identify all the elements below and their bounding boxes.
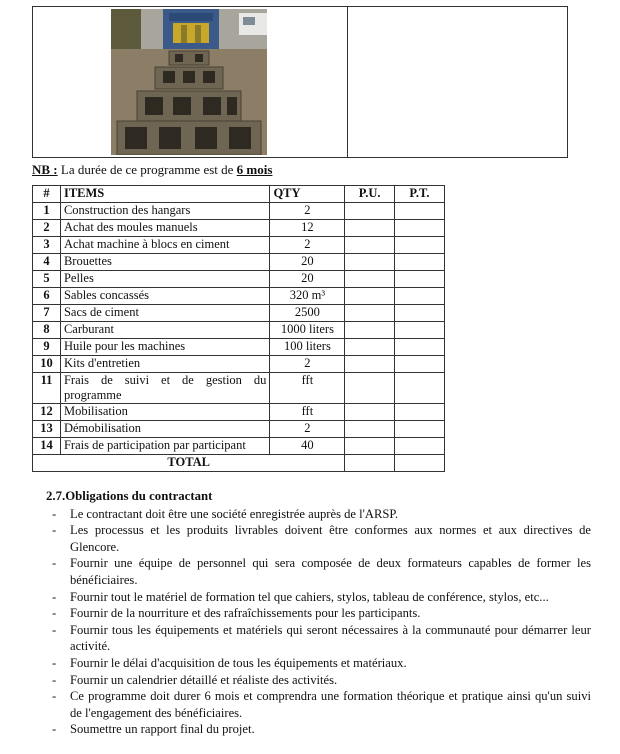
row-pu [345, 254, 394, 271]
row-qty: 320 m³ [270, 288, 345, 305]
row-pu [345, 421, 394, 438]
row-qty: 20 [270, 271, 345, 288]
row-item: Kits d'entretien [60, 356, 269, 373]
row-item: Achat machine à blocs en ciment [60, 237, 269, 254]
list-item: - Fournir le délai d'acquisition de tous les équipements et matériaux. [46, 655, 591, 672]
table-row [33, 356, 445, 373]
row-pu [345, 322, 394, 339]
header-pu: P.U. [345, 186, 394, 203]
header-items: ITEMS [60, 186, 269, 203]
row-pu [345, 404, 394, 421]
photo-table [32, 6, 568, 158]
row-pu [345, 237, 394, 254]
row-num: 2 [33, 220, 61, 237]
table-row [33, 438, 445, 455]
table-header-row [33, 186, 445, 203]
list-item: - Fournir de la nourriture et des rafraîchissements pour les participants. [46, 605, 591, 622]
table-row [33, 254, 445, 271]
row-pt [394, 322, 444, 339]
row-pu [345, 288, 394, 305]
table-row [33, 373, 445, 404]
row-pt [394, 203, 444, 220]
row-num: 7 [33, 305, 61, 322]
row-item: Démobilisation [60, 421, 269, 438]
row-num: 5 [33, 271, 61, 288]
table-row [33, 322, 445, 339]
row-item: Achat des moules manuels [60, 220, 269, 237]
list-item: - Fournir tout le matériel de formation tel que cahiers, stylos, tableau de conférence, stylos, etc... [46, 589, 591, 606]
table-row [33, 220, 445, 237]
row-pt [394, 220, 444, 237]
obligations-list [46, 506, 591, 738]
list-item: - Les processus et les produits livrables doivent être conformes aux normes et aux directives de Glencore. [46, 522, 591, 555]
row-num: 3 [33, 237, 61, 254]
section-heading: 2.7.Obligations du contractant [46, 489, 213, 503]
table-row [33, 203, 445, 220]
row-item: Sables concassés [60, 288, 269, 305]
list-item: - Fournir tous les équipements et matériels qui seront nécessaires à la communauté pour démarrer leur activité. [46, 622, 591, 655]
row-item: Construction des hangars [60, 203, 269, 220]
row-pt [394, 438, 444, 455]
header-pt: P.T. [394, 186, 444, 203]
row-qty: 100 liters [270, 339, 345, 356]
row-num: 8 [33, 322, 61, 339]
list-item: - Ce programme doit durer 6 mois et comprendra une formation théorique et pratique ainsi qu'un suivi de l'engagement des bénéficiaires. [46, 688, 591, 721]
nb-duration: 6 mois [236, 162, 273, 177]
row-pu [345, 271, 394, 288]
row-pu [345, 305, 394, 322]
total-row [33, 455, 445, 472]
row-num: 13 [33, 421, 61, 438]
row-pt [394, 237, 444, 254]
header-num: # [33, 186, 61, 203]
table-row [33, 271, 445, 288]
row-pu [345, 373, 394, 404]
row-item: Brouettes [60, 254, 269, 271]
row-pt [394, 404, 444, 421]
row-num: 11 [33, 373, 61, 404]
row-item: Carburant [60, 322, 269, 339]
photo-table-divider [347, 7, 348, 157]
row-item: Sacs de ciment [60, 305, 269, 322]
row-pt [394, 373, 444, 404]
row-item: Pelles [60, 271, 269, 288]
total-pt [394, 455, 444, 472]
list-item: - Le contractant doit être une société enregistrée auprès de l'ARSP. [46, 506, 591, 523]
table-row [33, 305, 445, 322]
obligations-section [46, 488, 591, 738]
row-item: Huile pour les machines [60, 339, 269, 356]
duration-note [32, 162, 272, 178]
row-pt [394, 356, 444, 373]
total-pu [345, 455, 394, 472]
row-qty: 20 [270, 254, 345, 271]
row-item: Frais de participation par participant [60, 438, 269, 455]
row-pu [345, 339, 394, 356]
row-pt [394, 254, 444, 271]
table-row [33, 237, 445, 254]
row-num: 1 [33, 203, 61, 220]
row-qty: 2 [270, 203, 345, 220]
row-num: 4 [33, 254, 61, 271]
row-pu [345, 356, 394, 373]
row-qty: 2 [270, 237, 345, 254]
table-row [33, 288, 445, 305]
row-num: 14 [33, 438, 61, 455]
row-qty: fft [270, 373, 345, 404]
row-num: 10 [33, 356, 61, 373]
nb-label: NB : [32, 162, 58, 177]
row-qty: 2 [270, 421, 345, 438]
nb-text: La durée de ce programme est de [57, 162, 237, 177]
items-table [32, 185, 445, 472]
row-qty: 12 [270, 220, 345, 237]
brick-machine-photo [111, 9, 267, 155]
row-pt [394, 421, 444, 438]
row-qty: 1000 liters [270, 322, 345, 339]
row-pt [394, 271, 444, 288]
row-qty: fft [270, 404, 345, 421]
table-row [33, 404, 445, 421]
row-pt [394, 339, 444, 356]
total-label: TOTAL [33, 455, 345, 472]
row-pt [394, 288, 444, 305]
row-pu [345, 203, 394, 220]
row-qty: 2 [270, 356, 345, 373]
table-row [33, 339, 445, 356]
row-qty: 2500 [270, 305, 345, 322]
row-pu [345, 438, 394, 455]
header-qty: QTY [270, 186, 345, 203]
row-pu [345, 220, 394, 237]
row-pt [394, 305, 444, 322]
row-num: 6 [33, 288, 61, 305]
row-item: Mobilisation [60, 404, 269, 421]
list-item: - Fournir un calendrier détaillé et réaliste des activités. [46, 672, 591, 689]
table-row [33, 421, 445, 438]
row-num: 9 [33, 339, 61, 356]
list-item: - Fournir une équipe de personnel qui sera composée de deux formateurs capables de former les bénéficiaires. [46, 555, 591, 588]
list-item: - Soumettre un rapport final du projet. [46, 721, 591, 738]
row-num: 12 [33, 404, 61, 421]
row-qty: 40 [270, 438, 345, 455]
row-item: Frais de suivi et de gestion du programme [60, 373, 269, 404]
